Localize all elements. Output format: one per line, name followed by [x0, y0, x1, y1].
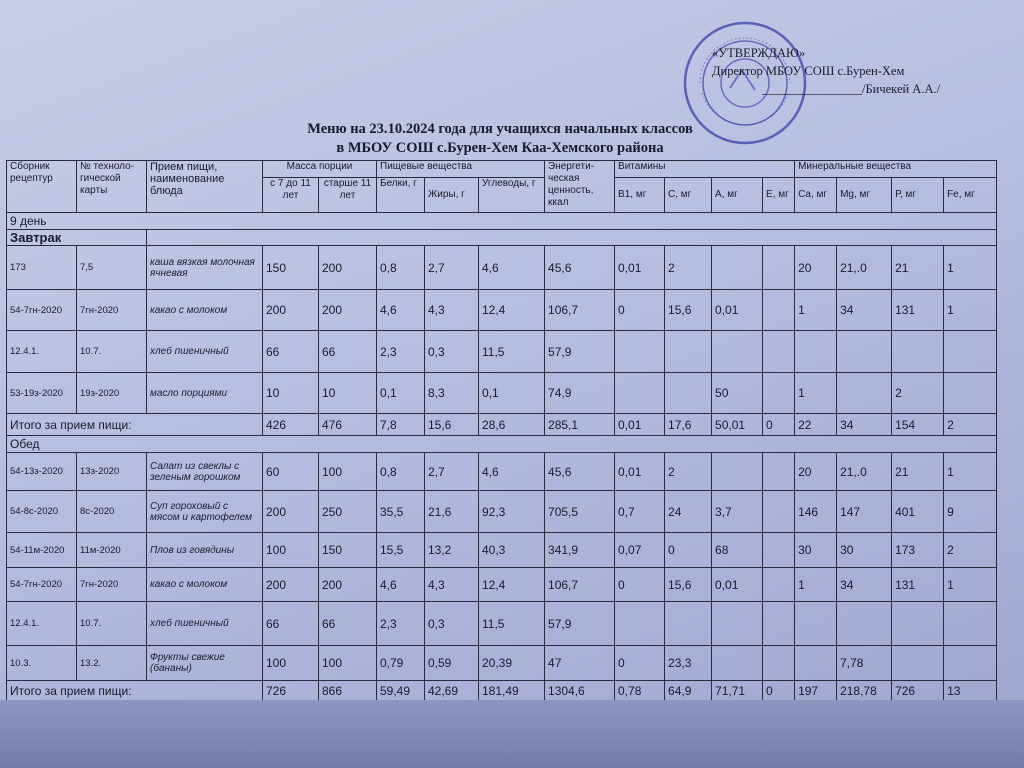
table-cell: 4,6: [377, 568, 425, 602]
table-cell: 200: [263, 568, 319, 602]
table-cell: [615, 602, 665, 646]
table-cell: [795, 646, 837, 681]
table-cell: 35,5: [377, 491, 425, 533]
table-cell: 21,6: [425, 491, 479, 533]
table-cell: 7,78: [837, 646, 892, 681]
table-cell: 8,3: [425, 373, 479, 414]
table-cell: 0,79: [377, 646, 425, 681]
table-cell: 10: [263, 373, 319, 414]
table-cell: 341,9: [545, 533, 615, 568]
dish-name-cell: хлеб пшеничный: [147, 331, 263, 373]
table-cell: 1: [944, 568, 997, 602]
title-line-1: [290, 120, 710, 139]
table-cell: 100: [263, 533, 319, 568]
table-cell: 11,5: [479, 602, 545, 646]
header-ca: Са, мг: [795, 178, 837, 213]
table-cell: 12,4: [479, 290, 545, 331]
table-row: [7, 602, 997, 646]
total-cell: 59,49: [377, 681, 425, 701]
breakfast-total-body: [7, 414, 997, 453]
table-cell: 0,8: [377, 453, 425, 491]
total-cell: 181,49: [479, 681, 545, 701]
table-cell: [944, 646, 997, 681]
table-cell: 54-7гн-2020: [7, 568, 77, 602]
table-cell: 12.4.1.: [7, 602, 77, 646]
table-cell: 23,3: [665, 646, 712, 681]
table-cell: [837, 331, 892, 373]
table-cell: 92,3: [479, 491, 545, 533]
breakfast-total-row: [7, 414, 997, 436]
table-cell: 0,01: [712, 290, 763, 331]
table-cell: [763, 331, 795, 373]
table-cell: [837, 602, 892, 646]
table-row: [7, 331, 997, 373]
table-cell: [892, 602, 944, 646]
total-cell: 13: [944, 681, 997, 701]
table-cell: 11м-2020: [77, 533, 147, 568]
table-cell: 13з-2020: [77, 453, 147, 491]
header-mass-7-11: с 7 до 11 лет: [263, 178, 319, 213]
title-part-c: .2024 года для учащихся начальных классов: [402, 121, 693, 137]
table-cell: [763, 568, 795, 602]
table-cell: 0,1: [377, 373, 425, 414]
table-cell: 4,6: [479, 453, 545, 491]
table-cell: 10.3.: [7, 646, 77, 681]
dish-name-cell: каша вязкая молочная ячневая: [147, 246, 263, 290]
table-cell: 705,5: [545, 491, 615, 533]
header-minerals: Минеральные вещества: [795, 161, 997, 178]
table-cell: 54-13з-2020: [7, 453, 77, 491]
dish-name-cell: какао с молоком: [147, 290, 263, 331]
table-cell: 4,6: [479, 246, 545, 290]
title-date-month: 10: [387, 121, 403, 137]
table-cell: 20: [795, 453, 837, 491]
dish-name-cell: Плов из говядины: [147, 533, 263, 568]
header-mass: Масса порции: [263, 161, 377, 178]
table-cell: [944, 602, 997, 646]
table-cell: 47: [545, 646, 615, 681]
total-cell: 22: [795, 414, 837, 436]
table-cell: 10: [319, 373, 377, 414]
approval-block: [712, 44, 972, 98]
table-cell: 9: [944, 491, 997, 533]
table-cell: [712, 331, 763, 373]
table-cell: 15,5: [377, 533, 425, 568]
table-cell: [763, 290, 795, 331]
table-cell: 7,5: [77, 246, 147, 290]
table-row: [7, 453, 997, 491]
table-cell: 0,1: [479, 373, 545, 414]
table-cell: 200: [263, 290, 319, 331]
table-cell: [763, 533, 795, 568]
table-cell: 1: [944, 453, 997, 491]
table-cell: 1: [795, 290, 837, 331]
table-cell: [665, 602, 712, 646]
table-cell: 1: [944, 290, 997, 331]
menu-table: [6, 160, 997, 701]
table-cell: 173: [892, 533, 944, 568]
total-cell: 218,78: [837, 681, 892, 701]
total-cell: 2: [944, 414, 997, 436]
dish-name-cell: Фрукты свежие (бананы): [147, 646, 263, 681]
title-part-a: Меню на 23.: [307, 121, 388, 137]
breakfast-rows: [7, 246, 997, 414]
table-cell: 15,6: [665, 568, 712, 602]
table-cell: 13.2.: [77, 646, 147, 681]
table-cell: 21: [892, 246, 944, 290]
lunch-label: Обед: [7, 436, 997, 453]
table-cell: 30: [837, 533, 892, 568]
table-cell: 10.7.: [77, 602, 147, 646]
total-cell: 197: [795, 681, 837, 701]
desk-background: [0, 700, 1024, 768]
total-cell: 726: [263, 681, 319, 701]
total-cell: 71,71: [712, 681, 763, 701]
total-cell: 0,78: [615, 681, 665, 701]
header-a: А, мг: [712, 178, 763, 213]
table-cell: 12,4: [479, 568, 545, 602]
day-label: 9 день: [7, 213, 997, 230]
title-line-2: в МБОУ СОШ с.Бурен-Хем Каа-Хемского района: [336, 140, 664, 156]
table-cell: 1: [795, 568, 837, 602]
table-cell: 74,9: [545, 373, 615, 414]
menu-body: [7, 213, 997, 246]
table-cell: 0,3: [425, 331, 479, 373]
breakfast-label: Завтрак: [7, 230, 147, 246]
table-cell: [763, 602, 795, 646]
header-fat: Жиры, г: [425, 178, 479, 213]
header-carbs: Углеводы, г: [479, 178, 545, 213]
table-cell: 146: [795, 491, 837, 533]
table-cell: 68: [712, 533, 763, 568]
table-cell: [795, 602, 837, 646]
table-cell: 2,3: [377, 331, 425, 373]
table-cell: 1: [944, 246, 997, 290]
table-cell: 200: [319, 290, 377, 331]
table-cell: 0,07: [615, 533, 665, 568]
total-cell: 7,8: [377, 414, 425, 436]
table-cell: 4,6: [377, 290, 425, 331]
table-cell: 19з-2020: [77, 373, 147, 414]
total-label: Итого за прием пищи:: [7, 681, 263, 701]
total-cell: 42,69: [425, 681, 479, 701]
header-b1: В1, мг: [615, 178, 665, 213]
table-cell: 0,59: [425, 646, 479, 681]
table-cell: [665, 331, 712, 373]
table-cell: 45,6: [545, 246, 615, 290]
table-row: [7, 568, 997, 602]
total-cell: 50,01: [712, 414, 763, 436]
table-cell: 30: [795, 533, 837, 568]
table-cell: 2: [665, 246, 712, 290]
table-cell: 20: [795, 246, 837, 290]
table-cell: [615, 331, 665, 373]
table-row: [7, 491, 997, 533]
header-energy: Энергети-ческая ценность, ккал: [545, 161, 615, 213]
table-cell: 3,7: [712, 491, 763, 533]
dish-name-cell: Суп гороховый с мясом и картофелем: [147, 491, 263, 533]
table-cell: 2: [665, 453, 712, 491]
table-cell: 34: [837, 290, 892, 331]
total-cell: 285,1: [545, 414, 615, 436]
table-cell: [615, 373, 665, 414]
total-cell: 0: [763, 414, 795, 436]
director-name: Бичекей А.А./: [865, 82, 941, 96]
table-cell: 54-8с-2020: [7, 491, 77, 533]
table-cell: 0: [665, 533, 712, 568]
breakfast-label-filler: [147, 230, 997, 246]
header-mg: Mg, мг: [837, 178, 892, 213]
total-label: Итого за прием пищи:: [7, 414, 263, 436]
table-row: [7, 646, 997, 681]
table-cell: 2: [944, 533, 997, 568]
table-cell: 45,6: [545, 453, 615, 491]
approval-line-1: «УТВЕРЖДАЮ»: [712, 46, 806, 60]
table-cell: [763, 373, 795, 414]
table-cell: 66: [319, 602, 377, 646]
table-cell: 2,7: [425, 453, 479, 491]
lunch-total-body: [7, 681, 997, 701]
table-cell: 100: [319, 646, 377, 681]
table-cell: 34: [837, 568, 892, 602]
table-cell: 10.7.: [77, 331, 147, 373]
table-cell: 150: [319, 533, 377, 568]
table-cell: 200: [263, 491, 319, 533]
table-cell: 66: [319, 331, 377, 373]
table-cell: 66: [263, 331, 319, 373]
table-cell: 57,9: [545, 602, 615, 646]
table-cell: [944, 331, 997, 373]
table-cell: 20,39: [479, 646, 545, 681]
total-cell: 0: [763, 681, 795, 701]
table-cell: 4,3: [425, 290, 479, 331]
table-cell: 173: [7, 246, 77, 290]
table-cell: 8с-2020: [77, 491, 147, 533]
header-nutrients: Пищевые вещества: [377, 161, 545, 178]
table-cell: 1: [795, 373, 837, 414]
header-vitamins: Витамины: [615, 161, 795, 178]
table-cell: 0,01: [615, 246, 665, 290]
table-cell: 7гн-2020: [77, 290, 147, 331]
table-cell: [763, 491, 795, 533]
lunch-total-row: [7, 681, 997, 701]
dish-name-cell: масло порциями: [147, 373, 263, 414]
table-cell: 7гн-2020: [77, 568, 147, 602]
total-cell: 154: [892, 414, 944, 436]
table-cell: 401: [892, 491, 944, 533]
table-cell: 2: [892, 373, 944, 414]
total-cell: 28,6: [479, 414, 545, 436]
page-title: [290, 120, 710, 158]
total-cell: 726: [892, 681, 944, 701]
table-cell: [763, 246, 795, 290]
header-e: Е, мг: [763, 178, 795, 213]
table-cell: 21: [892, 453, 944, 491]
table-cell: 0: [615, 290, 665, 331]
table-cell: 21,.0: [837, 246, 892, 290]
table-cell: 11,5: [479, 331, 545, 373]
table-cell: [712, 646, 763, 681]
table-cell: 131: [892, 290, 944, 331]
header-protein: Белки, г: [377, 178, 425, 213]
total-cell: 64,9: [665, 681, 712, 701]
table-cell: [763, 453, 795, 491]
table-row: [7, 246, 997, 290]
table-cell: [665, 373, 712, 414]
table-cell: 66: [263, 602, 319, 646]
table-cell: 131: [892, 568, 944, 602]
table-cell: 0,01: [712, 568, 763, 602]
table-row: [7, 533, 997, 568]
table-cell: 15,6: [665, 290, 712, 331]
table-cell: 0: [615, 568, 665, 602]
header-p: Р, мг: [892, 178, 944, 213]
table-cell: 2,7: [425, 246, 479, 290]
total-cell: 15,6: [425, 414, 479, 436]
table-cell: 21,.0: [837, 453, 892, 491]
table-cell: [763, 646, 795, 681]
total-cell: 17,6: [665, 414, 712, 436]
total-cell: 866: [319, 681, 377, 701]
table-cell: 12.4.1.: [7, 331, 77, 373]
table-cell: 57,9: [545, 331, 615, 373]
table-cell: 0: [615, 646, 665, 681]
table-cell: 54-7гн-2020: [7, 290, 77, 331]
dish-name-cell: Салат из свеклы с зеленым горошком: [147, 453, 263, 491]
table-cell: 147: [837, 491, 892, 533]
table-cell: [944, 373, 997, 414]
total-cell: 426: [263, 414, 319, 436]
table-cell: 24: [665, 491, 712, 533]
dish-name-cell: какао с молоком: [147, 568, 263, 602]
table-cell: 106,7: [545, 568, 615, 602]
table-cell: 150: [263, 246, 319, 290]
header-tech-card: № техноло-гической карты: [77, 161, 147, 213]
header-c: С, мг: [665, 178, 712, 213]
table-cell: 40,3: [479, 533, 545, 568]
table-cell: 0,01: [615, 453, 665, 491]
total-cell: 0,01: [615, 414, 665, 436]
dish-name-cell: хлеб пшеничный: [147, 602, 263, 646]
approval-line-3: ________________/Бичекей А.А./: [762, 82, 941, 96]
table-cell: 250: [319, 491, 377, 533]
table-cell: 2,3: [377, 602, 425, 646]
total-cell: 476: [319, 414, 377, 436]
table-cell: 4,3: [425, 568, 479, 602]
approval-line-2: Директор МБОУ СОШ с.Бурен-Хем: [712, 64, 905, 78]
total-cell: 1304,6: [545, 681, 615, 701]
header-collection: Сборник рецептур: [7, 161, 77, 213]
lunch-rows: [7, 453, 997, 681]
table-cell: 100: [319, 453, 377, 491]
table-cell: 50: [712, 373, 763, 414]
table-cell: 100: [263, 646, 319, 681]
table-row: [7, 290, 997, 331]
table-cell: 0,7: [615, 491, 665, 533]
table-cell: 54-11м-2020: [7, 533, 77, 568]
table-cell: 60: [263, 453, 319, 491]
table-cell: [712, 602, 763, 646]
table-cell: [712, 246, 763, 290]
header-fe: Fe, мг: [944, 178, 997, 213]
total-cell: 34: [837, 414, 892, 436]
table-cell: 0,3: [425, 602, 479, 646]
table-cell: 200: [319, 568, 377, 602]
header-dish: Прием пищи, наименование блюда: [147, 161, 263, 213]
table-cell: 106,7: [545, 290, 615, 331]
table-cell: 53-19з-2020: [7, 373, 77, 414]
table-cell: 13,2: [425, 533, 479, 568]
table-cell: 0,8: [377, 246, 425, 290]
table-row: [7, 373, 997, 414]
table-cell: [892, 646, 944, 681]
header-mass-11plus: старше 11 лет: [319, 178, 377, 213]
table-cell: [837, 373, 892, 414]
table-cell: 200: [319, 246, 377, 290]
table-cell: [712, 453, 763, 491]
table-cell: [795, 331, 837, 373]
table-cell: [892, 331, 944, 373]
